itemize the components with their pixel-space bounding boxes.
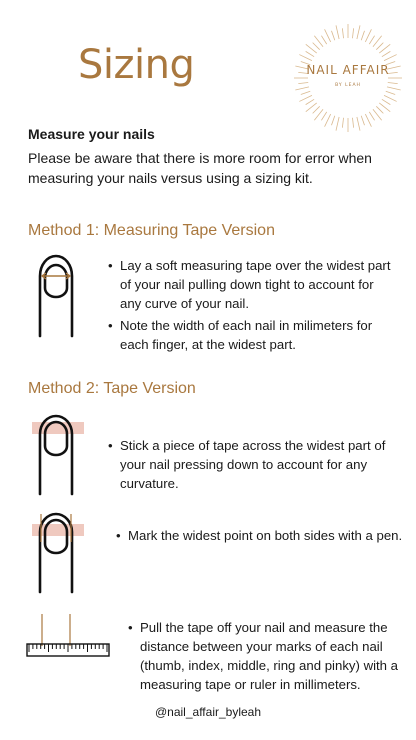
logo-wordmark: NAIL AFFAIR bbox=[306, 63, 390, 77]
method2-title: Method 2: Tape Version bbox=[28, 380, 196, 397]
nail-with-tape-icon bbox=[28, 412, 88, 496]
method2-step3 bbox=[128, 618, 404, 694]
page-title: Sizing bbox=[78, 42, 195, 88]
brand-logo bbox=[292, 22, 404, 134]
nail-marked-tape-icon bbox=[28, 508, 88, 594]
method2-step: • Mark the widest point on both sides with a pen. bbox=[116, 526, 406, 545]
method2-step: • Pull the tape off your nail and measure the distance between your marks of each nail (thumb, index, middle, ring and pinky) with a measuring tape or ruler in millimeters. bbox=[128, 618, 404, 694]
method1-title: Method 1: Measuring Tape Version bbox=[28, 222, 275, 239]
method2-step: • Stick a piece of tape across the widest part of your nail pressing down to account for any curvature. bbox=[108, 436, 398, 493]
ruler-icon bbox=[24, 610, 112, 666]
intro-heading: Measure your nails bbox=[28, 126, 155, 142]
method1-step: • Lay a soft measuring tape over the widest part of your nail pulling down tight to account for any curve of your nail. bbox=[108, 256, 398, 313]
logo-subtext: BY LEAH bbox=[335, 83, 361, 88]
method2-step1 bbox=[108, 436, 398, 493]
nail-measuring-tape-icon bbox=[28, 250, 84, 340]
social-handle[interactable]: @nail_affair_byleah bbox=[154, 705, 262, 719]
method2-step2 bbox=[116, 526, 406, 545]
method1-steps bbox=[108, 256, 398, 354]
method1-step: • Note the width of each nail in milimeters for each finger, at the widest part. bbox=[108, 316, 398, 354]
intro-text: Please be aware that there is more room for error when measuring your nails versus using a sizing kit. bbox=[28, 150, 372, 186]
